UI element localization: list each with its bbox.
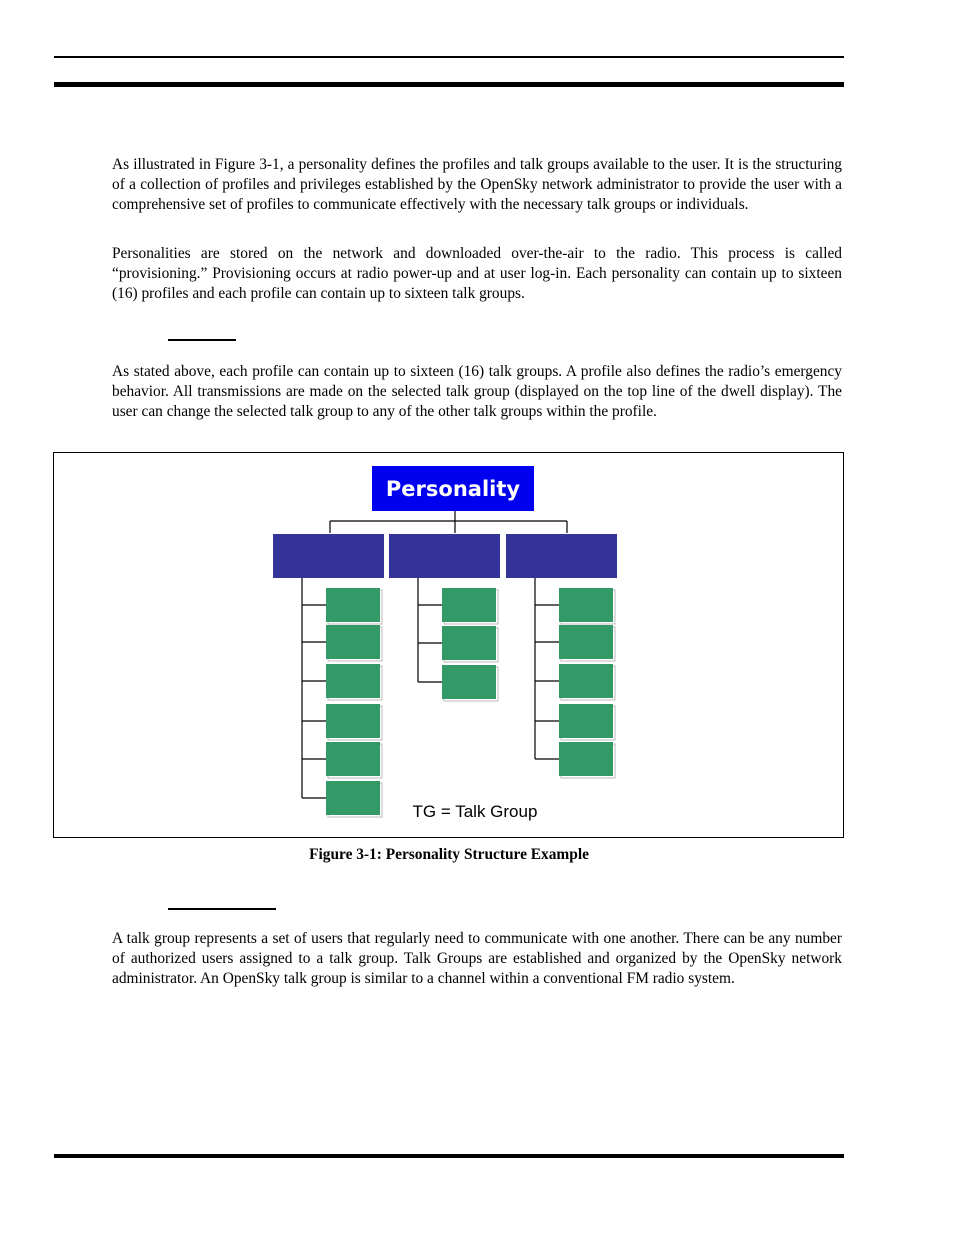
paragraph-talk-groups: A talk group represents a set of users that regularly need to communicate with one another. There can be any number of authorized users assigned to a talk group. Talk Groups are established and organized by the OpenSky network administrator. An OpenSky talk group is similar to a channel within a conventional FM radio system. [112,930,842,987]
section-heading-underline-talk-groups [168,908,276,910]
talk-group-box [442,665,496,699]
personality-root-label: Personality [385,477,521,501]
talk-group-box [442,626,496,660]
talk-group-box [326,664,380,698]
talk-group-box [326,742,380,776]
talk-group-box [559,588,613,622]
header-rule-thin [54,56,844,58]
footer-rule [54,1154,844,1158]
paragraph-provisioning: Personalities are stored on the network and downloaded over-the-air to the radio. This process is called “provisioning.” Provisioning occurs at radio power-up and at user log-in. Each personality can contain up to sixteen (16) profiles and each profile can contain up to sixteen talk groups. [112,245,842,302]
figure-caption: Figure 3-1: Personality Structure Example [309,846,589,863]
root-connectors [330,511,567,533]
header-rule-thick [54,82,844,87]
figure-personality-structure [53,452,844,838]
talk-group-box [559,625,613,659]
talk-group-box [326,704,380,738]
talk-group-box [326,781,380,815]
section-heading-underline-profiles [168,339,236,341]
profile-box [506,534,617,578]
talk-group-legend: TG = Talk Group [412,802,538,821]
paragraph-profiles: As stated above, each profile can contain up to sixteen (16) talk groups. A profile also defines the radio’s emergency behavior. All transmissions are made on the selected talk group (displayed on the top line of the dwell display). The user can change the selected talk group to any of the other talk groups within the profile. [112,363,842,420]
personality-diagram [54,453,843,837]
profiles-layer [273,534,617,817]
talk-group-box [559,664,613,698]
profile-box [389,534,500,578]
talk-group-box [559,742,613,776]
talk-group-box [442,588,496,622]
talk-group-box [326,625,380,659]
talk-group-box [326,588,380,622]
paragraph-personality-intro: As illustrated in Figure 3-1, a personality defines the profiles and talk groups available to the user. It is the structuring of a collection of profiles and privileges established by the OpenSky network administrator to provide the user with a comprehensive set of profiles to communicate effectively with the necessary talk groups or individuals. [112,156,842,213]
profile-box [273,534,384,578]
talk-group-box [559,704,613,738]
